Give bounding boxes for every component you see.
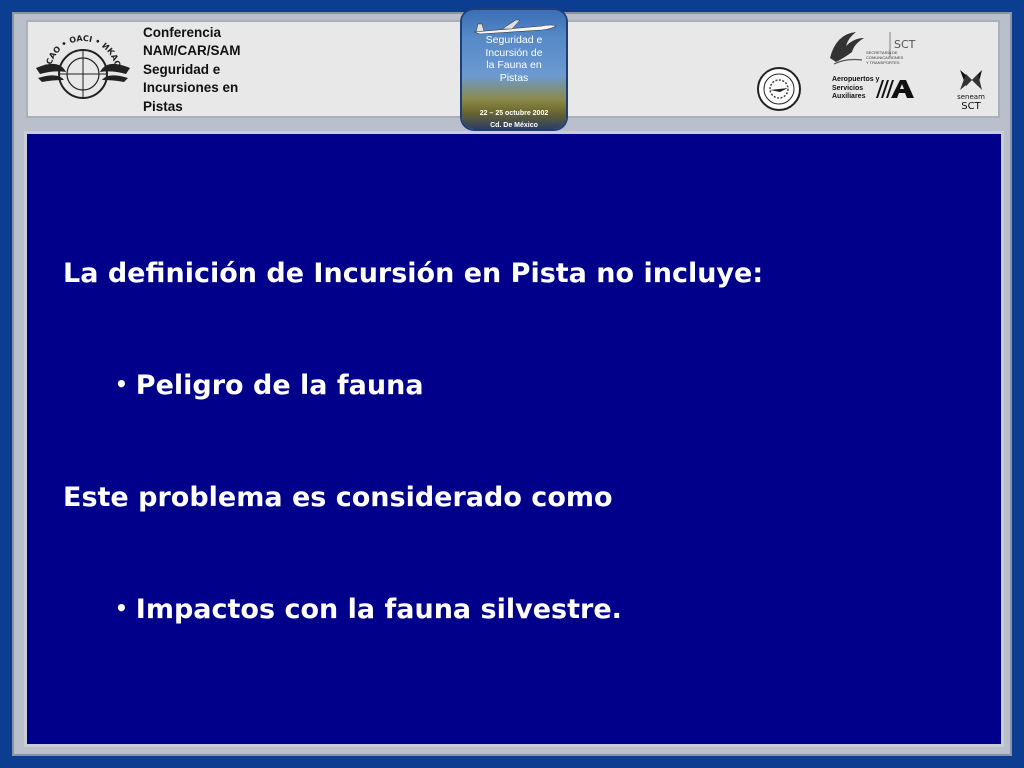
badge-title-line: la Fauna en [486, 59, 542, 71]
badge-date: 22 – 25 octubre 2002 [479, 110, 549, 117]
badge-title [466, 34, 562, 84]
icao-logo-text: ICAO • OACI • ИКАО [43, 33, 123, 69]
slide-heading: La definición de Incursión en Pista no incluye: [63, 258, 764, 289]
badge-title-line: Incursión de [485, 46, 543, 59]
asa-line: Auxiliares [832, 93, 866, 101]
aviation-seal-logo [756, 66, 802, 112]
bullet-text: Peligro de la fauna [135, 370, 424, 401]
icao-logo [34, 28, 132, 110]
conference-line: Pistas [143, 98, 183, 114]
badge-city: Cd. De México [490, 122, 538, 129]
conference-title [143, 24, 273, 116]
asa-line: Servicios [832, 84, 864, 92]
conference-line: Incursiones en [143, 80, 239, 96]
slide-subheading: Este problema es considerado como [63, 482, 613, 513]
bullet-item [115, 370, 424, 401]
event-badge [462, 10, 566, 129]
slide-content [24, 131, 1004, 747]
seneam-word: seneam [957, 93, 985, 101]
sct-caption: SECRETARÍA DE COMUNICACIONES Y TRANSPORTES [866, 50, 904, 65]
bullet-item [115, 594, 622, 625]
seneam-logo [952, 66, 990, 110]
asa-logo [874, 78, 916, 100]
bullet-mark: • [115, 372, 128, 396]
conference-line: Seguridad e [143, 61, 221, 77]
conference-line: Conferencia [143, 25, 222, 40]
asa-line: Aeropuertos y [832, 76, 880, 83]
badge-title-line: Seguridad e [485, 34, 543, 46]
conference-line: NAM/CAR/SAM [143, 43, 241, 59]
seneam-sct: SCT [961, 101, 981, 112]
sct-mark: SCT [894, 38, 916, 51]
bullet-mark: • [115, 596, 128, 620]
bullet-text: Impactos con la fauna silvestre. [135, 594, 622, 625]
badge-title-line: Pistas [499, 71, 529, 84]
